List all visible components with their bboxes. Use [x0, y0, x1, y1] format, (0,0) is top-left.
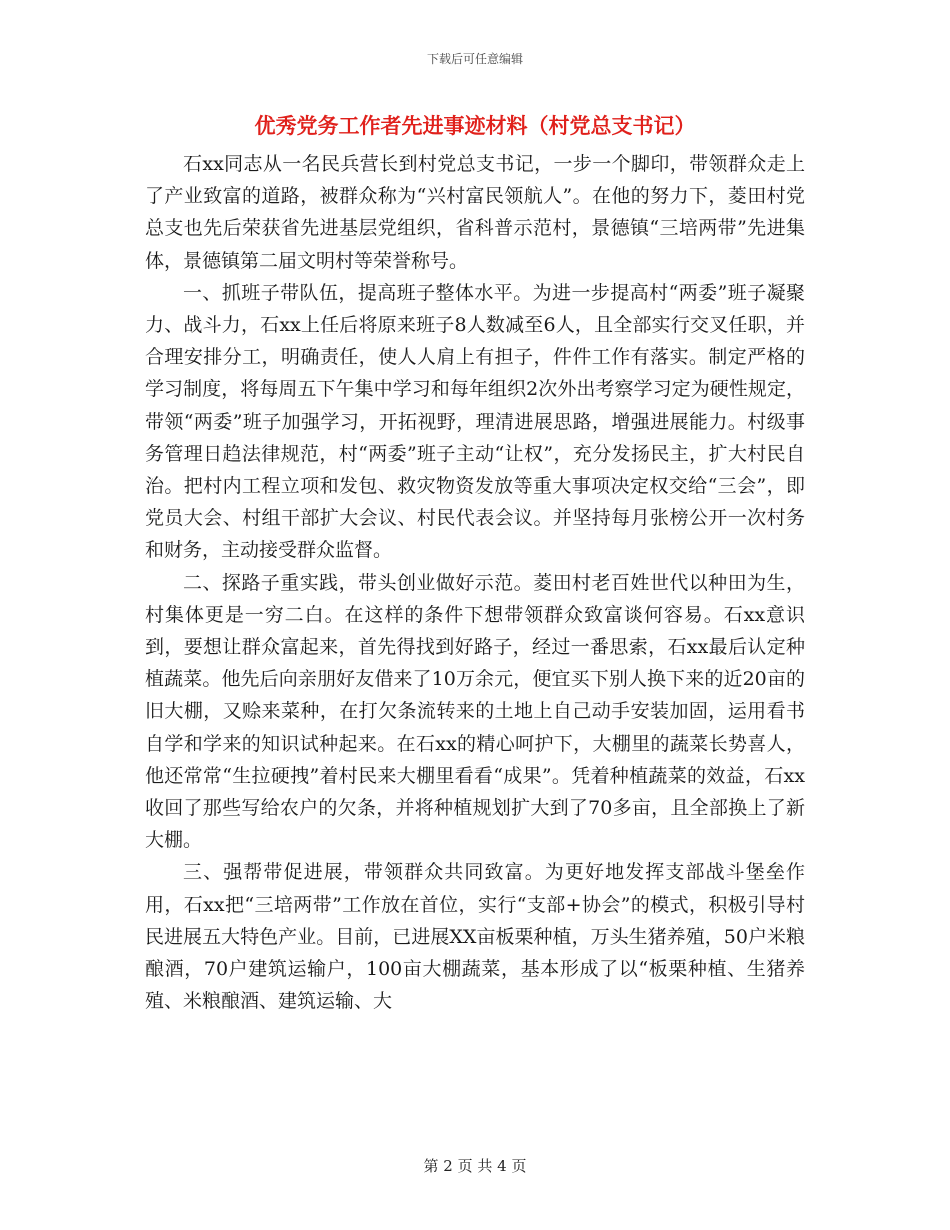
- page-footer: 第 2 页 共 4 页: [423, 1157, 527, 1175]
- paragraph-section-2: 二、探路子重实践，带头创业做好示范。菱田村老百姓世代以种田为生，村集体更是一穷二白。在这样的条件下想带领群众致富谈何容易。石xx意识到，要想让群众富起来，首先得找到好路子，经过一番思索，石xx最后认定种植蔬菜。他先后向亲朋好友借来了10万余元，便宜买下别人换下来的近20亩的旧大棚，又赊来菜种，在打欠条流转来的土地上自己动手安装加固，运用看书自学和学来的知识试种起来。在石xx的精心呵护下，大棚里的蔬菜长势喜人，他还常常“生拉硬拽”着村民来大棚里看看“成果”。凭着种植蔬菜的效益，石xx收回了那些写给农户的欠条，并将种植规划扩大到了70多亩，且全部换上了新大棚。: [145, 571, 805, 852]
- header-note: 下载后可任意编辑: [426, 52, 523, 66]
- paragraph-section-3: 三、强帮带促进展，带领群众共同致富。为更好地发挥支部战斗堡垒作用，石xx把“三培两带”工作放在首位，实行“支部+协会”的模式，积极引导村民进展五大特色产业。目前，已进展XX亩板栗种植，万头生猪养殖，50户米粮酿酒，70户建筑运输户，100亩大棚蔬菜，基本形成了以“板栗种植、生猪养殖、米粮酿酒、建筑运输、大: [145, 861, 805, 1013]
- document-title: 优秀党务工作者先进事迹材料（村党总支书记）: [254, 113, 696, 138]
- paragraph-intro: 石xx同志从一名民兵营长到村党总支书记，一步一个脚印，带领群众走上了产业致富的道路，被群众称为“兴村富民领航人”。在他的努力下，菱田村党总支也先后荣获省先进基层党组织，省科普示范村，景德镇“三培两带”先进集体，景德镇第二届文明村等荣誉称号。: [145, 153, 805, 272]
- paragraph-section-1: 一、抓班子带队伍，提高班子整体水平。为进一步提高村“两委”班子凝聚力、战斗力，石xx上任后将原来班子8人数减至6人，且全部实行交叉任职，并合理安排分工，明确责任，使人人肩上有担子，件件工作有落实。制定严格的学习制度，将每周五下午集中学习和每年组织2次外出考察学习定为硬性规定，带领“两委”班子加强学习，开拓视野，理清进展思路，增强进展能力。村级事务管理日趋法律规范，村“两委”班子主动“让权”，充分发扬民主，扩大村民自治。把村内工程立项和发包、救灾物资发放等重大事项决定权交给“三会”，即党员大会、村组干部扩大会议、村民代表会议。并坚持每月张榜公开一次村务和财务，主动接受群众监督。: [145, 281, 805, 562]
- document-body: [145, 148, 805, 1017]
